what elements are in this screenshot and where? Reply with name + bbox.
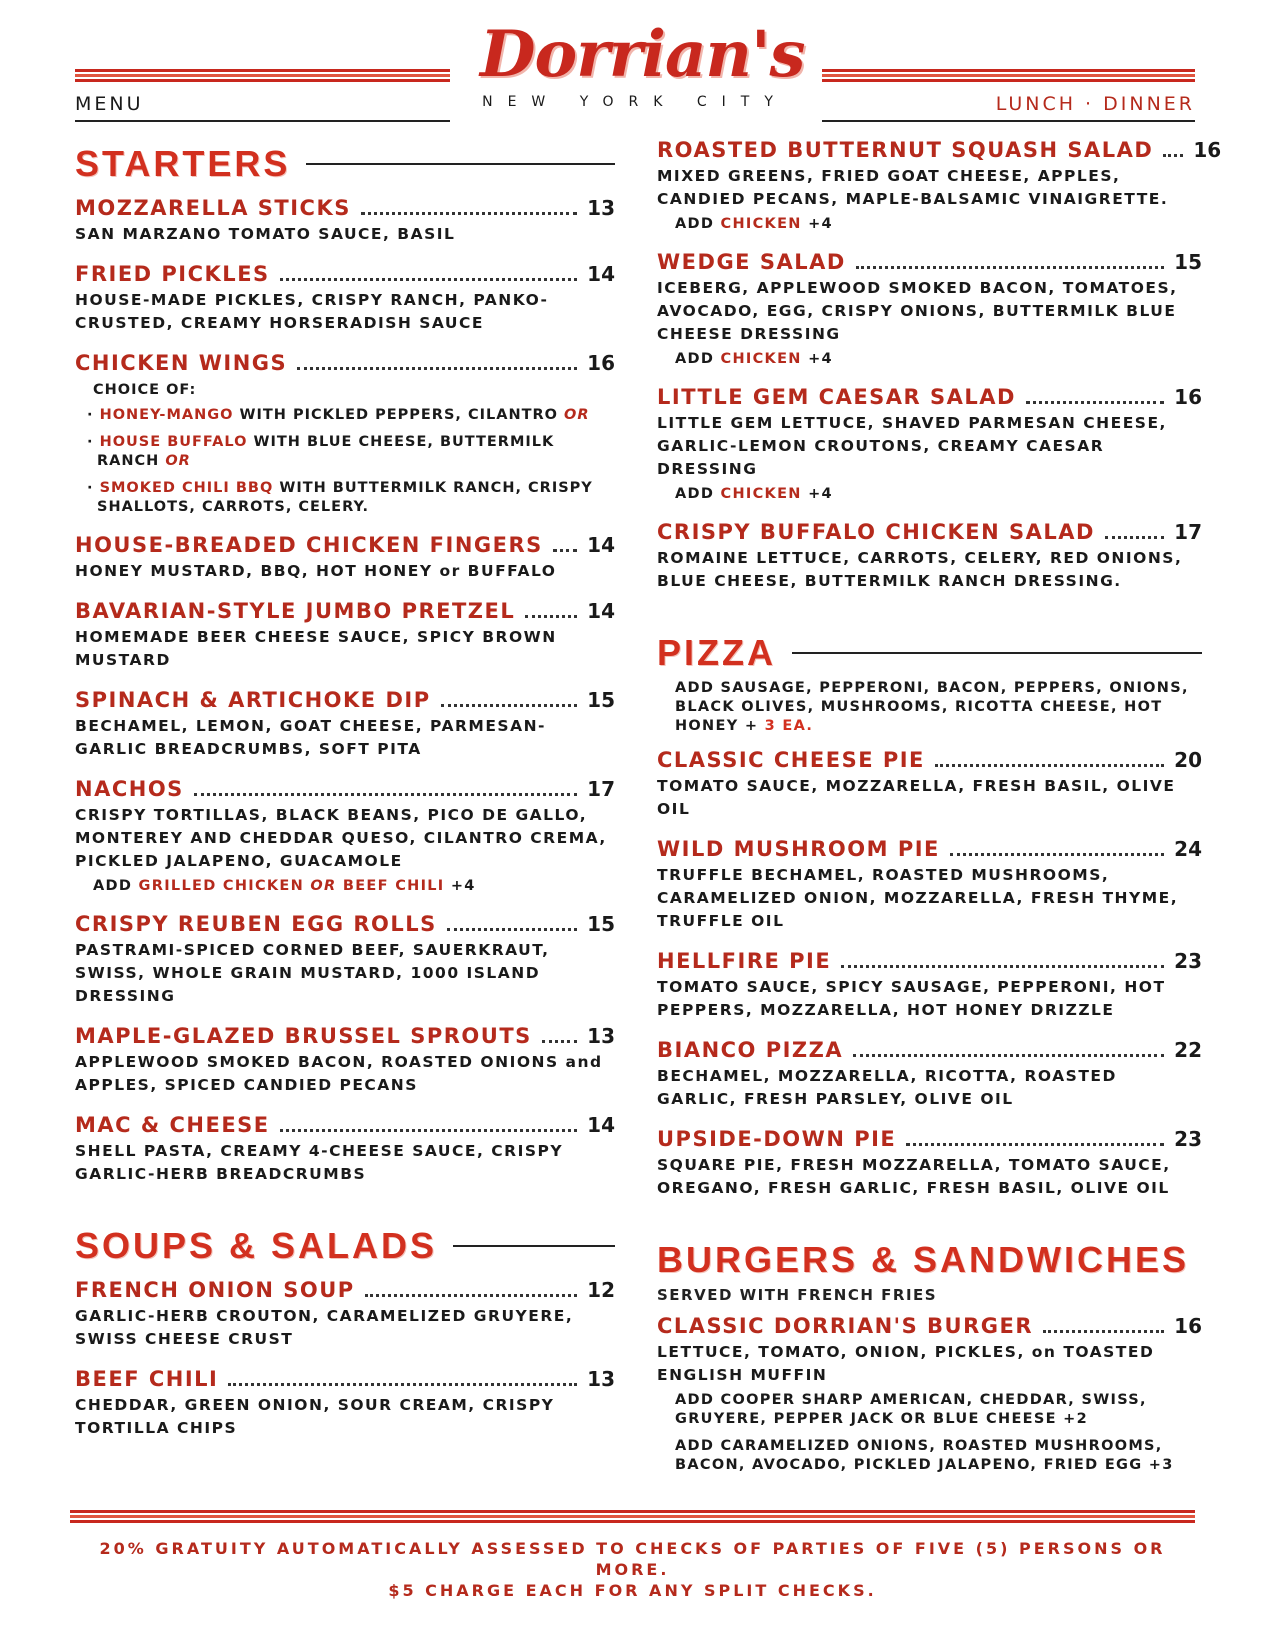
item-description: TRUFFLE BECHAMEL, ROASTED MUSHROOMS, CARAMELIZED ONION, MOZZARELLA, FRESH THYME, TRUFFLE OIL	[657, 866, 1179, 930]
menu-item	[657, 138, 1222, 234]
footer-notice	[70, 1538, 1195, 1601]
menu-item	[657, 1127, 1202, 1200]
item-price: 14	[587, 599, 615, 623]
item-price: 15	[587, 912, 615, 936]
leader-dots	[361, 212, 577, 215]
leader-dots	[1163, 154, 1183, 157]
item-name: CRISPY REUBEN EGG ROLLS	[75, 912, 437, 936]
addon-option: CHICKEN	[720, 351, 802, 367]
burgers-note: SERVED WITH FRENCH FRIES	[657, 1286, 938, 1304]
item-price: 14	[587, 262, 615, 286]
choice-label: CHOICE OF:	[93, 382, 197, 398]
addon-option: BEEF CHILI	[342, 878, 445, 894]
addon-option: CHICKEN	[720, 486, 802, 502]
menu-item	[75, 1113, 615, 1186]
menu-item	[75, 533, 615, 583]
menu-item	[75, 262, 615, 335]
item-price: 15	[1174, 250, 1202, 274]
item-name: SPINACH & ARTICHOKE DIP	[75, 688, 431, 712]
leader-dots	[853, 1054, 1164, 1057]
item-name: HOUSE-BREADED CHICKEN FINGERS	[75, 533, 543, 557]
item-name: MAPLE-GLAZED BRUSSEL SPROUTS	[75, 1024, 532, 1048]
item-addon	[93, 877, 615, 896]
menu-item	[75, 1367, 615, 1440]
item-addon: ADD COOPER SHARP AMERICAN, CHEDDAR, SWISS, GRUYERE, PEPPER JACK OR BLUE CHEESE +2	[675, 1392, 1147, 1427]
leader-dots	[297, 367, 577, 370]
leader-dots	[280, 1129, 578, 1132]
menu-item	[75, 1278, 615, 1351]
footer-stripes	[70, 1510, 1195, 1530]
addon-prefix: ADD	[675, 351, 721, 367]
header-rule-right	[822, 120, 1195, 122]
option-name: SMOKED CHILI BBQ	[99, 480, 274, 496]
gratuity-notice: 20% GRATUITY AUTOMATICALLY ASSESSED TO CHECKS OF PARTIES OF FIVE (5) PERSONS OR MORE.	[99, 1539, 1166, 1579]
soups-salads-header	[75, 1226, 615, 1266]
item-addon	[675, 350, 1202, 369]
item-description: MIXED GREENS, FRIED GOAT CHEESE, APPLES, CANDIED PECANS, MAPLE-BALSAMIC VINAIGRETTE.	[657, 167, 1169, 208]
addon-price: +4	[801, 486, 833, 502]
item-name: BEEF CHILI	[75, 1367, 219, 1391]
item-description: LETTUCE, TOMATO, ONION, PICKLES, on TOASTED ENGLISH MUFFIN	[657, 1343, 1155, 1384]
item-price: 13	[587, 1367, 615, 1391]
pizza-toppings-note	[675, 679, 1202, 736]
option-text: WITH PICKLED PEPPERS, CILANTRO	[233, 407, 565, 423]
addon-option: CHICKEN	[720, 216, 802, 232]
leader-dots	[1043, 1330, 1164, 1333]
item-description: HOMEMADE BEER CHEESE SAUCE, SPICY BROWN MUSTARD	[75, 628, 557, 669]
item-price: 22	[1174, 1038, 1202, 1062]
item-price: 14	[587, 533, 615, 557]
item-price: 12	[587, 1278, 615, 1302]
item-description: SHELL PASTA, CREAMY 4-CHEESE SAUCE, CRISPY GARLIC-HERB BREADCRUMBS	[75, 1142, 564, 1183]
pizza-header	[657, 633, 1202, 673]
menu-item	[657, 1314, 1202, 1475]
menu-item	[75, 196, 615, 246]
item-name: ROASTED BUTTERNUT SQUASH SALAD	[657, 138, 1154, 162]
item-name: LITTLE GEM CAESAR SALAD	[657, 385, 1016, 409]
item-name: CRISPY BUFFALO CHICKEN SALAD	[657, 520, 1095, 544]
menu-item	[657, 748, 1202, 821]
item-description: TOMATO SAUCE, SPICY SAUSAGE, PEPPERONI, HOT PEPPERS, MOZZARELLA, HOT HONEY DRIZZLE	[657, 978, 1166, 1019]
item-description: TOMATO SAUCE, MOZZARELLA, FRESH BASIL, OLIVE OIL	[657, 777, 1176, 818]
item-name: CLASSIC DORRIAN'S BURGER	[657, 1314, 1033, 1338]
split-check-notice: $5 CHARGE EACH FOR ANY SPLIT CHECKS.	[388, 1581, 877, 1600]
item-name: MAC & CHEESE	[75, 1113, 270, 1137]
item-name: FRENCH ONION SOUP	[75, 1278, 355, 1302]
section-rule	[792, 652, 1202, 654]
note-text: ADD SAUSAGE, PEPPERONI, BACON, PEPPERS, ONIONS, BLACK OLIVES, MUSHROOMS, RICOTTA CHEESE, HOT HONEY +	[675, 680, 1189, 734]
item-name: HELLFIRE PIE	[657, 949, 832, 973]
option-text: WITH BLUE CHEESE, BUTTERMILK RANCH	[97, 434, 555, 469]
wing-option: · HOUSE BUFFALO WITH BLUE CHEESE, BUTTERMILK RANCH OR	[87, 434, 555, 469]
item-price: 23	[1174, 949, 1202, 973]
item-description: HOUSE-MADE PICKLES, CRISPY RANCH, PANKO-CRUSTED, CREAMY HORSERADISH SAUCE	[75, 291, 549, 332]
item-description: LITTLE GEM LETTUCE, SHAVED PARMESAN CHEESE, GARLIC-LEMON CROUTONS, CREAMY CAESAR DRESSING	[657, 414, 1167, 478]
menu-item	[75, 688, 615, 761]
item-name: WILD MUSHROOM PIE	[657, 837, 940, 861]
service-label: LUNCH · DINNER	[995, 93, 1195, 115]
item-description: SAN MARZANO TOMATO SAUCE, BASIL	[75, 225, 456, 243]
item-name: CLASSIC CHEESE PIE	[657, 748, 925, 772]
leader-dots	[1026, 401, 1164, 404]
item-price: 16	[587, 351, 615, 375]
wing-option: · HONEY-MANGO WITH PICKLED PEPPERS, CILANTRO OR	[87, 407, 590, 423]
item-description: ROMAINE LETTUCE, CARROTS, CELERY, RED ONIONS, BLUE CHEESE, BUTTERMILK RANCH DRESSING.	[657, 549, 1183, 590]
addon-option: GRILLED CHICKEN	[138, 878, 305, 894]
menu-item	[75, 599, 615, 672]
leader-dots	[841, 965, 1164, 968]
item-addon	[675, 485, 1202, 504]
leader-dots	[447, 928, 577, 931]
pizza-title: PIZZA	[657, 632, 776, 673]
section-rule	[453, 1245, 615, 1247]
left-column	[75, 140, 615, 1456]
option-text: WITH BUTTERMILK RANCH, CRISPY SHALLOTS, CARROTS, CELERY.	[97, 480, 593, 515]
item-name: MOZZARELLA STICKS	[75, 196, 351, 220]
item-price: 17	[1174, 520, 1202, 544]
item-price: 14	[587, 1113, 615, 1137]
menu-item	[75, 1024, 615, 1097]
item-description: CRISPY TORTILLAS, BLACK BEANS, PICO DE GALLO, MONTEREY AND CHEDDAR QUESO, CILANTRO CREMA, PICKLED JALAPENO, GUACAMOLE	[75, 806, 607, 870]
leader-dots	[228, 1383, 577, 1386]
item-addon	[675, 215, 1202, 234]
addon-price: +4	[801, 351, 833, 367]
item-price: 23	[1174, 1127, 1202, 1151]
addon-price: +4	[801, 216, 833, 232]
leader-dots	[280, 278, 577, 281]
logo-script: Dorrian's	[480, 17, 805, 92]
menu-item	[75, 351, 615, 517]
option-or: OR	[165, 453, 191, 469]
wing-option: · SMOKED CHILI BBQ WITH BUTTERMILK RANCH, CRISPY SHALLOTS, CARROTS, CELERY.	[87, 480, 593, 515]
starters-header	[75, 144, 615, 184]
item-description: ICEBERG, APPLEWOOD SMOKED BACON, TOMATOES, AVOCADO, EGG, CRISPY ONIONS, BUTTERMILK BLUE CHEESE DRESSING	[657, 279, 1178, 343]
item-price: 20	[1174, 748, 1202, 772]
header-stripes-right	[822, 69, 1195, 89]
leader-dots	[365, 1294, 578, 1297]
option-or: OR	[564, 407, 590, 423]
item-description: APPLEWOOD SMOKED BACON, ROASTED ONIONS and APPLES, SPICED CANDIED PECANS	[75, 1053, 603, 1094]
addon-price: +4	[444, 878, 476, 894]
option-name: HOUSE BUFFALO	[99, 434, 248, 450]
item-name: FRIED PICKLES	[75, 262, 270, 286]
section-rule	[306, 163, 615, 165]
menu-item	[657, 250, 1202, 369]
leader-dots	[194, 793, 577, 796]
item-name: BIANCO PIZZA	[657, 1038, 844, 1062]
item-price: 16	[1193, 138, 1222, 162]
addon-prefix: ADD	[675, 486, 721, 502]
menu-item	[657, 1038, 1202, 1111]
item-name: UPSIDE-DOWN PIE	[657, 1127, 897, 1151]
header-rule-left	[75, 120, 450, 122]
leader-dots	[553, 549, 577, 552]
item-price: 13	[587, 196, 615, 220]
leader-dots	[525, 615, 577, 618]
leader-dots	[1105, 536, 1164, 539]
item-price: 24	[1174, 837, 1202, 861]
leader-dots	[950, 853, 1164, 856]
item-description: BECHAMEL, LEMON, GOAT CHEESE, PARMESAN-GARLIC BREADCRUMBS, SOFT PITA	[75, 717, 546, 758]
menu-item	[75, 912, 615, 1008]
menu-item	[657, 837, 1202, 933]
item-description: PASTRAMI-SPICED CORNED BEEF, SAUERKRAUT, SWISS, WHOLE GRAIN MUSTARD, 1000 ISLAND DRESSING	[75, 941, 550, 1005]
note-price: 3 EA.	[764, 718, 814, 734]
logo-subtitle: NEW YORK CITY	[482, 94, 788, 110]
header-stripes-left	[75, 69, 450, 89]
menu-item	[657, 520, 1202, 593]
item-name: WEDGE SALAD	[657, 250, 846, 274]
item-description: SQUARE PIE, FRESH MOZZARELLA, TOMATO SAUCE, OREGANO, FRESH GARLIC, FRESH BASIL, OLIVE OIL	[657, 1156, 1171, 1197]
addon-prefix: ADD	[93, 878, 139, 894]
item-description: GARLIC-HERB CROUTON, CARAMELIZED GRUYERE, SWISS CHEESE CRUST	[75, 1307, 574, 1348]
option-name: HONEY-MANGO	[99, 407, 234, 423]
leader-dots	[441, 704, 578, 707]
item-description: CHEDDAR, GREEN ONION, SOUR CREAM, CRISPY TORTILLA CHIPS	[75, 1396, 555, 1437]
burgers-header	[657, 1240, 1202, 1280]
burgers-title: BURGERS & SANDWICHES	[657, 1239, 1190, 1280]
item-name: BAVARIAN-STYLE JUMBO PRETZEL	[75, 599, 516, 623]
item-name: NACHOS	[75, 777, 184, 801]
menu-item	[657, 949, 1202, 1022]
item-price: 15	[587, 688, 615, 712]
leader-dots	[906, 1143, 1164, 1146]
menu-item	[75, 777, 615, 896]
addon-prefix: ADD	[675, 216, 721, 232]
right-column	[657, 138, 1222, 1491]
leader-dots	[856, 266, 1164, 269]
item-price: 13	[587, 1024, 615, 1048]
starters-title: STARTERS	[75, 143, 291, 184]
item-addon: ADD CARAMELIZED ONIONS, ROASTED MUSHROOMS, BACON, AVOCADO, PICKLED JALAPENO, FRIED EGG +3	[675, 1438, 1174, 1473]
item-name: CHICKEN WINGS	[75, 351, 288, 375]
leader-dots	[935, 764, 1164, 767]
soups-salads-title: SOUPS & SALADS	[75, 1225, 438, 1266]
item-price: 16	[1174, 1314, 1202, 1338]
item-price: 17	[587, 777, 615, 801]
item-description: HONEY MUSTARD, BBQ, HOT HONEY or BUFFALO	[75, 562, 557, 580]
item-description: BECHAMEL, MOZZARELLA, RICOTTA, ROASTED GARLIC, FRESH PARSLEY, OLIVE OIL	[657, 1067, 1117, 1108]
item-price: 16	[1174, 385, 1202, 409]
addon-or: OR	[304, 878, 343, 894]
dorrians-logo	[480, 17, 805, 110]
menu-label: MENU	[75, 93, 144, 115]
menu-item	[657, 385, 1202, 504]
leader-dots	[542, 1040, 577, 1043]
